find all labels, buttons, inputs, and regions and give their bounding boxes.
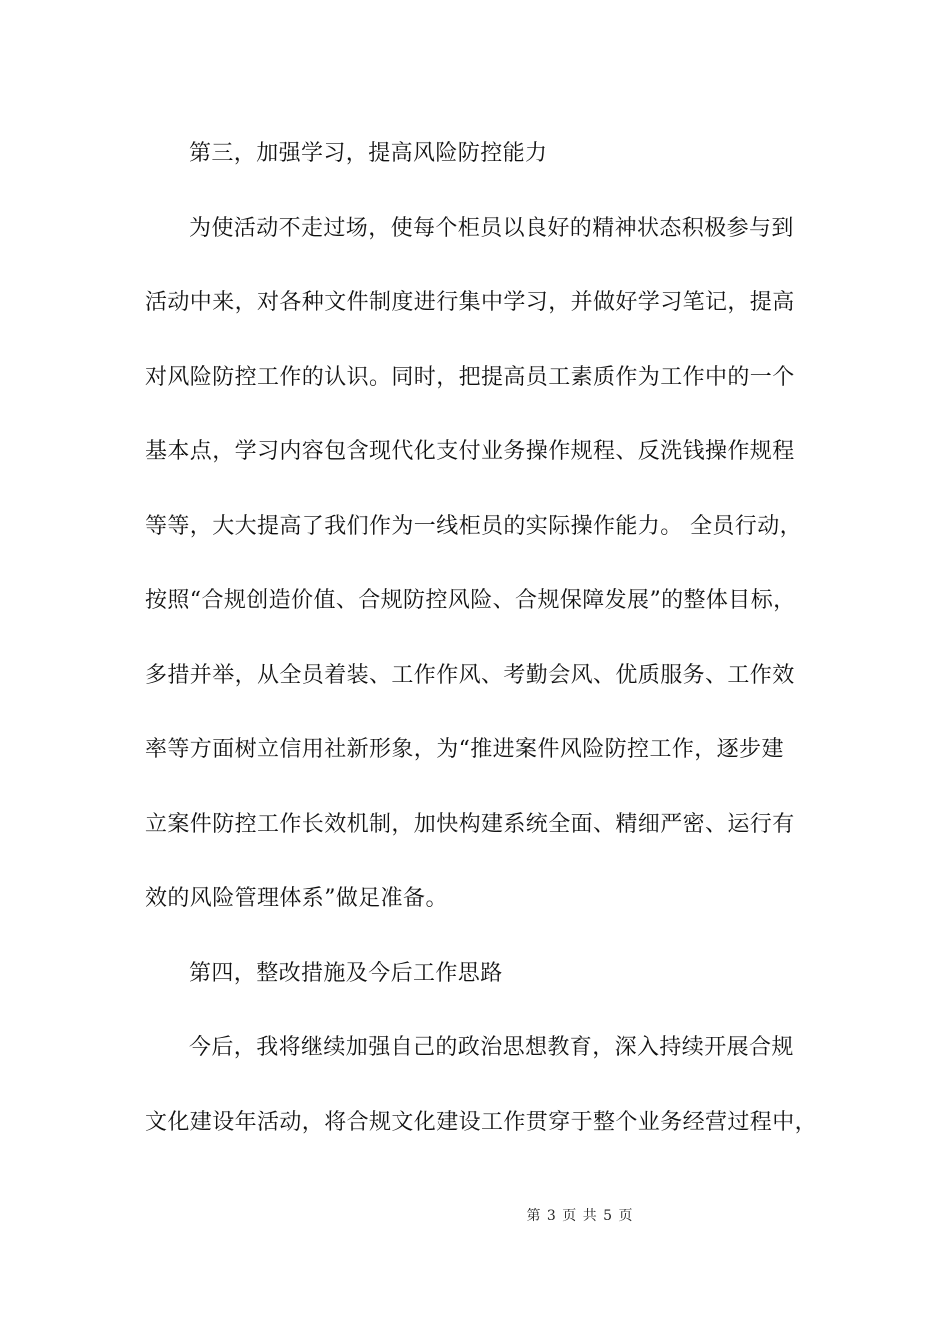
paragraph-line: 文化建设年活动，将合规文化建设工作贯穿于整个业务经营过程中， [145, 1109, 818, 1135]
paragraph-line: 效的风险管理体系”做足准备。 [145, 886, 448, 911]
paragraph-line: 基本点，学习内容包含现代化支付业务操作规程、反洗钱操作规程 [145, 439, 795, 464]
paragraph-line: 对风险防控工作的认识。同时，把提高员工素质作为工作中的一个 [145, 364, 795, 390]
section-heading-3: 第三，加强学习，提高风险防控能力 [189, 141, 548, 166]
page-number-footer: 第 3 页 共 5 页 [526, 1208, 634, 1224]
paragraph-line: 按照“合规创造价值、合规防控风险、合规保障发展”的整体目标， [145, 588, 796, 613]
document-body [145, 134, 835, 1177]
paragraph-line: 今后，我将继续加强自己的政治思想教育，深入持续开展合规 [189, 1035, 794, 1060]
paragraph-line: 活动中来，对各种文件制度进行集中学习，并做好学习笔记，提高 [145, 290, 795, 315]
paragraph-line: 多措并举，从全员着装、工作作风、考勤会风、优质服务、工作效 [145, 662, 795, 688]
paragraph-line: 立案件防控工作长效机制，加快构建系统全面、精细严密、运行有 [145, 811, 795, 837]
paragraph-line: 等等，大大提高了我们作为一线柜员的实际操作能力。 全员行动， [145, 513, 802, 539]
section-heading-4: 第四，整改措施及今后工作思路 [189, 960, 503, 986]
paragraph-line: 率等方面树立信用社新形象，为“推进案件风险防控工作，逐步建 [145, 737, 784, 762]
paragraph-line: 为使活动不走过场，使每个柜员以良好的精神状态积极参与到 [189, 215, 794, 241]
